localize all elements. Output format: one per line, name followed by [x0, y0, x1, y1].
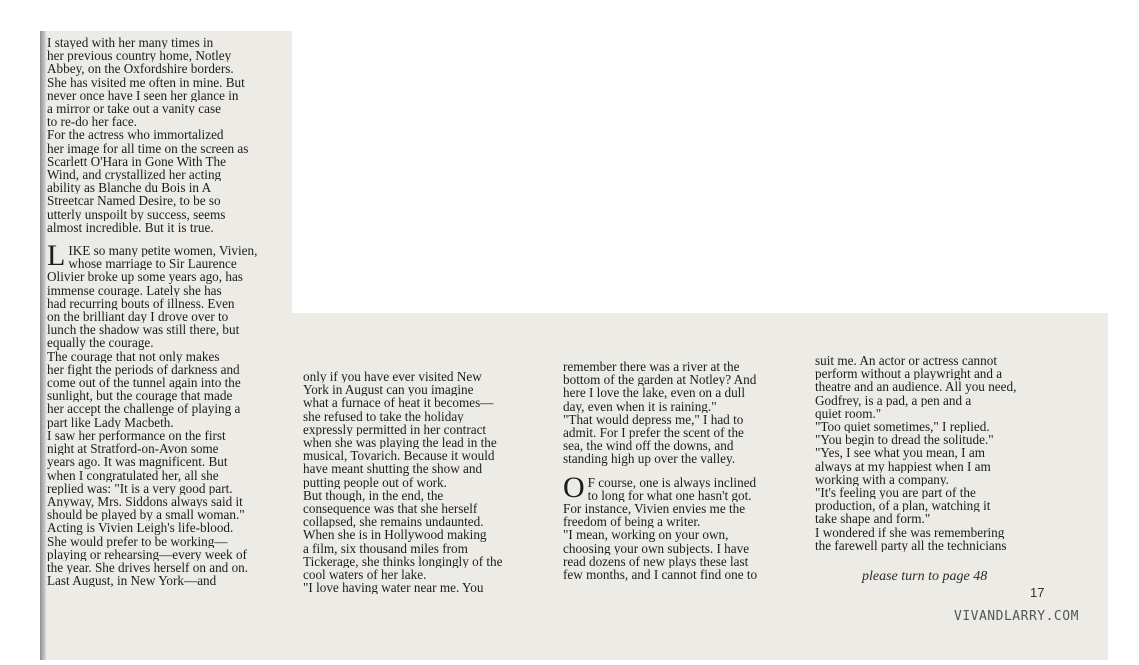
continuation-note: please turn to page 48 — [862, 569, 988, 584]
text-line: when she was playing the lead in the — [303, 436, 497, 450]
text-line: quiet room." — [815, 406, 882, 421]
text-line: here I love the lake, even on a dull — [563, 386, 745, 400]
text-line: always at my happiest when I am — [815, 459, 991, 473]
column-1-section — [47, 239, 287, 588]
article-column-3 — [563, 360, 789, 581]
text-line: the year. She drives herself on and on. — [47, 560, 249, 575]
text-line: immense courage. Lately she has — [47, 283, 222, 297]
text-line: suit me. An actor or actress cannot — [815, 354, 998, 368]
text-line: Anyway, Mrs. Siddons always said it — [47, 494, 243, 509]
text-line: whose marriage to Sir Laurence — [68, 257, 237, 271]
text-line: equally the courage. — [47, 336, 154, 350]
page-number: 17 — [1030, 585, 1045, 600]
text-line: read dozens of new plays these last — [563, 554, 749, 569]
text-line: Wind, and crystallized her acting — [47, 168, 222, 182]
text-line: when I congratulated her, all she — [47, 468, 219, 482]
text-line: York in August can you imagine — [303, 383, 474, 397]
text-line: her previous country home, Notley — [47, 49, 232, 63]
text-line: her image for all time on the screen as — [47, 141, 249, 155]
text-line: cool waters of her lake. — [303, 568, 427, 582]
text-line: come out of the tunnel again into the — [47, 376, 241, 390]
column-3-section — [563, 470, 789, 582]
site-watermark: VIVANDLARRY.COM — [954, 609, 1079, 624]
text-line: perform without a playwright and a — [815, 367, 1003, 381]
text-line: theatre and an audience. All you need, — [815, 380, 1017, 394]
text-line: her fight the periods of darkness and — [47, 362, 240, 377]
text-line: almost incredible. But it is true. — [47, 220, 214, 235]
text-line: For instance, Vivien envies me the — [563, 502, 746, 516]
text-line: "I mean, working on your own, — [563, 528, 729, 542]
text-line: working with a company. — [815, 472, 949, 487]
text-line: the farewell party all the technicians — [815, 538, 1007, 553]
text-line: I stayed with her many times in — [47, 36, 214, 50]
text-line: day, even when it is raining." — [563, 399, 717, 413]
text-line: few months, and I cannot find one to — [563, 568, 758, 582]
text-line: "That would depress me," I had to — [563, 412, 744, 427]
text-line: expressly permitted in her contract — [303, 422, 487, 437]
text-line: a mirror or take out a vanity case — [47, 102, 221, 116]
scan-shadow-edge — [40, 31, 46, 660]
text-line: When she is in Hollywood making — [303, 528, 487, 542]
text-line: Last August, in New York—and — [47, 574, 217, 588]
text-line: Olivier broke up some years ago, has — [47, 270, 243, 284]
text-line: admit. For I prefer the scent of the — [563, 426, 744, 440]
drop-cap: L — [47, 239, 66, 273]
text-line: "I love having water near me. You — [303, 581, 484, 595]
text-line: choosing your own subjects. I have — [563, 541, 750, 555]
text-line: standing high up over the valley. — [563, 452, 736, 466]
text-line: I saw her performance on the first — [47, 428, 226, 443]
article-column-4 — [815, 354, 1045, 552]
text-line: never once have I seen her glance in — [47, 88, 239, 103]
text-line: night at Stratford-on-Avon some — [47, 442, 219, 456]
text-line: Streetcar Named Desire, to be so — [47, 194, 221, 208]
text-line: a film, six thousand miles from — [303, 541, 468, 555]
text-line: She has visited me often in mine. But — [47, 75, 245, 89]
text-line: The courage that not only makes — [47, 349, 220, 363]
text-line: on the brilliant day I drove over to — [47, 310, 229, 324]
text-line: She would prefer to be working— — [47, 534, 228, 548]
section-gap — [47, 234, 287, 244]
text-line: Abbey, on the Oxfordshire borders. — [47, 62, 234, 76]
drop-cap: O — [563, 470, 585, 504]
text-line: should be played by a small woman." — [47, 508, 245, 522]
article-column-1 — [47, 36, 287, 587]
text-line: sea, the wind off the downs, and — [563, 439, 734, 453]
text-line: musical, Tovarich. Because it would — [303, 449, 495, 463]
text-line: part like Lady Macbeth. — [47, 415, 174, 429]
text-line: bottom of the garden at Notley? And — [563, 373, 757, 387]
text-line: Scarlett O'Hara in Gone With The — [47, 154, 226, 169]
text-line: have meant shutting the show and — [303, 462, 483, 476]
text-line: freedom of being a writer. — [563, 515, 701, 529]
text-line: remember there was a river at the — [563, 360, 740, 374]
text-line: she refused to take the holiday — [303, 409, 464, 423]
article-column-2 — [303, 370, 538, 594]
text-line: "Too quiet sometimes," I replied. — [815, 420, 990, 434]
text-line: years ago. It was magnificent. But — [47, 455, 228, 469]
text-line: collapsed, she remains undaunted. — [303, 515, 484, 529]
text-line: Acting is Vivien Leigh's life-blood. — [47, 521, 234, 535]
text-line: production, of a plan, watching it — [815, 499, 991, 513]
text-line: Godfrey, is a pad, a pen and a — [815, 393, 972, 407]
text-line: her accept the challenge of playing a — [47, 402, 241, 416]
text-line: playing or rehearsing—every week of — [47, 547, 247, 561]
text-line: consequence was that she herself — [303, 502, 478, 516]
text-line: "Yes, I see what you mean, I am — [815, 446, 985, 460]
text-line: putting people out of work. — [303, 475, 447, 489]
text-line: F course, one is always inclined — [587, 475, 757, 489]
text-line: ability as Blanche du Bois in A — [47, 181, 212, 195]
text-line: take shape and form." — [815, 512, 931, 526]
column-1-intro — [47, 36, 287, 234]
text-line: to re-do her face. — [47, 115, 138, 129]
text-line: But though, in the end, the — [303, 488, 444, 503]
text-line: to long for what one hasn't got. — [587, 488, 752, 503]
text-line: sunlight, but the courage that made — [47, 389, 233, 403]
text-line: "You begin to dread the solitude." — [815, 433, 994, 447]
text-line: replied was: "It is a very good part. — [47, 481, 233, 495]
section-gap — [563, 466, 789, 476]
text-line: I wondered if she was remembering — [815, 525, 1005, 539]
text-line: lunch the shadow was still there, but — [47, 323, 240, 337]
text-line: For the actress who immortalized — [47, 128, 224, 142]
text-line: only if you have ever visited New — [303, 370, 482, 384]
text-line: IKE so many petite women, Vivien, — [68, 244, 258, 258]
column-3-intro — [563, 360, 789, 466]
text-line: what a furnace of heat it becomes— — [303, 396, 494, 410]
text-line: "It's feeling you are part of the — [815, 486, 976, 500]
text-line: Tickerage, she thinks longingly of the — [303, 554, 503, 569]
text-line: had recurring bouts of illness. Even — [47, 296, 235, 311]
text-line: utterly unspoilt by success, seems — [47, 207, 226, 221]
